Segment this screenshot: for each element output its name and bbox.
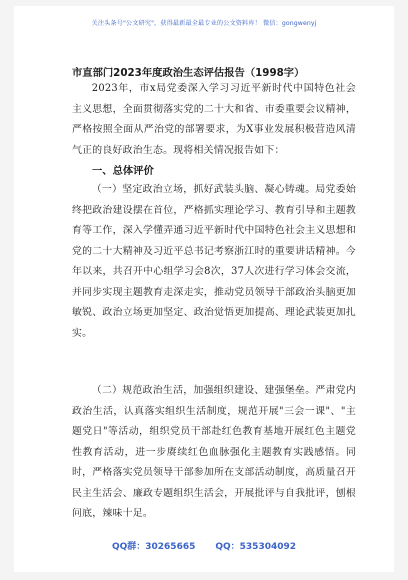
footer-contact [14, 539, 394, 552]
document-page [14, 6, 394, 572]
paragraph-2: （二）规范政治生活，加强组织建设、建强堡垒。严肃党内政治生活，认真落实组织生活制度，规范开展"三会一课"、"主题党日"等活动，组织党员干部赴红色教育基地开展红色主题党性教育活动，进一步赓续红色血脉强化主题教育实践感悟。同时，严格落实党员领导干部参加所在支部活动制度，高质量召开民主生活会、廉政专题组织生活会，开展批评与自我批评，刨根问底，辣味十足。 [72, 385, 356, 519]
intro-paragraph: 2023年，市x局党委深入学习习近平新时代中国特色社会主义思想，全面贯彻落实党的二十大和省、市委重要会议精神，严格按照全面从严治党的部署要求，为X事业发展积极营造风清气正的良好政治生态。现将相关情况报告如下： [72, 83, 356, 156]
qq-number-text: QQ：535304092 [215, 542, 297, 552]
document-title: 市直部门2023年度政治生态评估报告（1998字） [72, 67, 305, 79]
paragraph-1: （一）坚定政治立场，抓好武装头脑、凝心铸魂。局党委始终把政治建设摆在首位，严格抓实理论学习、教育引导和主题教育等工作，深入学懂弄通习近平新时代中国特色社会主义思想和党的二十大精神及习近平总书记考察浙江时的重要讲话精神。今年以来，共召开中心组学习会8次，37人次进行学习体会交流，并同步实现主题教育走深走实，推动党员领导干部政治头脑更加敏锐、政治立场更加坚定、政治觉悟更加提高、理论武装更加扎实。 [72, 184, 356, 339]
qq-group-text: QQ群：30265665 [111, 542, 196, 552]
promo-banner: 关注头条号"公文研究"，获得最新最全最专业的公文资料库！ 微信：gongwenyj [91, 20, 317, 27]
section-heading: 一、总体评价 [92, 165, 154, 177]
